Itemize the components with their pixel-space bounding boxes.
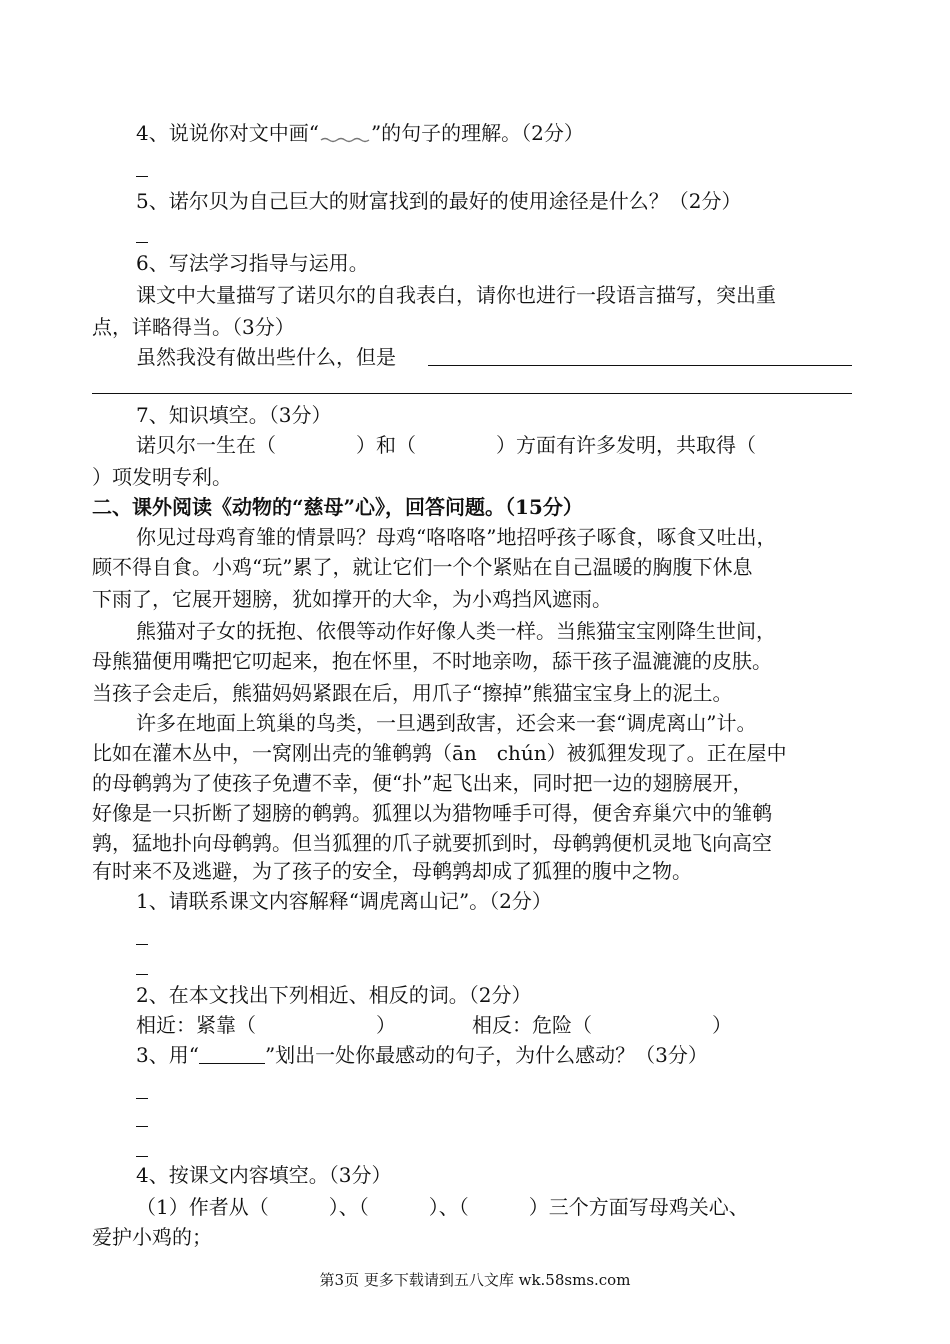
s2-question-2-title: 2、在本文找出下列相近、相反的词。（2分） bbox=[136, 983, 532, 1007]
s2-question-4-line: （1）作者从（ ）、（ ）、（ ）三个方面写母鸡关心、 bbox=[136, 1195, 749, 1219]
s2-question-4-title: 4、按课文内容填空。（3分） bbox=[136, 1163, 392, 1187]
question-7-title: 7、知识填空。（3分） bbox=[136, 403, 332, 427]
s2-question-2-opposite: 相反：危险（ ） bbox=[472, 1013, 732, 1037]
paragraph-line: 许多在地面上筑巢的鸟类，一旦遇到敌害，还会来一套“调虎离山”计。 bbox=[136, 711, 757, 735]
paragraph-line: 你见过母鸡育雏的情景吗？母鸡“咯咯咯”地招呼孩子啄食，啄食又吐出， bbox=[136, 525, 777, 549]
answer-blank bbox=[136, 1126, 148, 1127]
answer-blank bbox=[136, 242, 148, 243]
s2-question-1: 1、请联系课文内容解释“调虎离山记”。（2分） bbox=[136, 889, 552, 913]
s2-question-4-line-cont: 爱护小鸡的； bbox=[92, 1225, 212, 1249]
paragraph-line: 下雨了，它展开翅膀，犹如撑开的大伞，为小鸡挡风遮雨。 bbox=[92, 587, 612, 611]
question-5: 5、诺尔贝为自己巨大的财富找到的最好的使用途径是什么？（2分） bbox=[136, 189, 742, 213]
answer-line bbox=[428, 365, 852, 366]
underline-sample bbox=[199, 1043, 265, 1064]
paragraph-line: 鹑，猛地扑向母鹌鹑。但当狐狸的爪子就要抓到时，母鹌鹑便机灵地飞向高空 bbox=[92, 831, 772, 855]
paragraph-line: 比如在灌木丛中，一窝刚出壳的雏鹌鹑（ān chún）被狐狸发现了。正在屋中 bbox=[92, 741, 787, 765]
question-6-desc-cont: 点，详略得当。（3分） bbox=[92, 315, 295, 339]
s2-question-3: 3、用“ ”划出一处你最感动的句子，为什么感动？（3分） bbox=[136, 1043, 708, 1067]
paragraph-line: 好像是一只折断了翅膀的鹌鹑。狐狸以为猎物唾手可得，便舍弃巢穴中的雏鹌 bbox=[92, 801, 772, 825]
paragraph-line: 熊猫对子女的抚抱、依偎等动作好像人类一样。当熊猫宝宝刚降生世间， bbox=[136, 619, 776, 643]
paragraph-line: 当孩子会走后，熊猫妈妈紧跟在后，用爪子“擦掉”熊猫宝宝身上的泥土。 bbox=[92, 681, 733, 705]
answer-blank bbox=[136, 944, 148, 945]
question-6-title: 6、写法学习指导与运用。 bbox=[136, 251, 369, 275]
answer-blank bbox=[136, 176, 148, 177]
section-2-heading: 二、课外阅读《动物的“慈母”心》，回答问题。（15分） bbox=[92, 495, 583, 519]
question-7-line-cont: ）项发明专利。 bbox=[92, 465, 232, 489]
question-6-prompt: 虽然我没有做出些什么，但是 bbox=[136, 345, 396, 369]
paragraph-line: 有时来不及逃避，为了孩子的安全，母鹌鹑却成了狐狸的腹中之物。 bbox=[92, 859, 692, 883]
answer-line bbox=[92, 393, 852, 394]
question-4: 4、说说你对文中画“ ”的句子的理解。（2分） bbox=[136, 121, 584, 145]
question-6-desc: 课文中大量描写了诺贝尔的自我表白，请你也进行一段语言描写，突出重 bbox=[136, 283, 776, 307]
answer-blank bbox=[136, 974, 148, 975]
page-footer: 第3页 更多下载请到五八文库 wk.58sms.com bbox=[319, 1271, 631, 1289]
wavy-underline-icon bbox=[319, 125, 371, 145]
paragraph-line: 顾不得自食。小鸡“玩”累了，就让它们一个个紧贴在自己温暖的胸腹下休息 bbox=[92, 555, 753, 579]
answer-blank bbox=[136, 1156, 148, 1157]
paragraph-line: 母熊猫便用嘴把它叨起来，抱在怀里，不时地亲吻，舔干孩子温漉漉的皮肤。 bbox=[92, 649, 772, 673]
s2-question-2-near: 相近：紧靠（ ） bbox=[136, 1013, 396, 1037]
answer-blank bbox=[136, 1098, 148, 1099]
paragraph-line: 的母鹌鹑为了使孩子免遭不幸，便“扑”起飞出来，同时把一边的翅膀展开， bbox=[92, 771, 753, 795]
question-7-line: 诺贝尔一生在（ ）和（ ）方面有许多发明，共取得（ bbox=[136, 433, 756, 457]
